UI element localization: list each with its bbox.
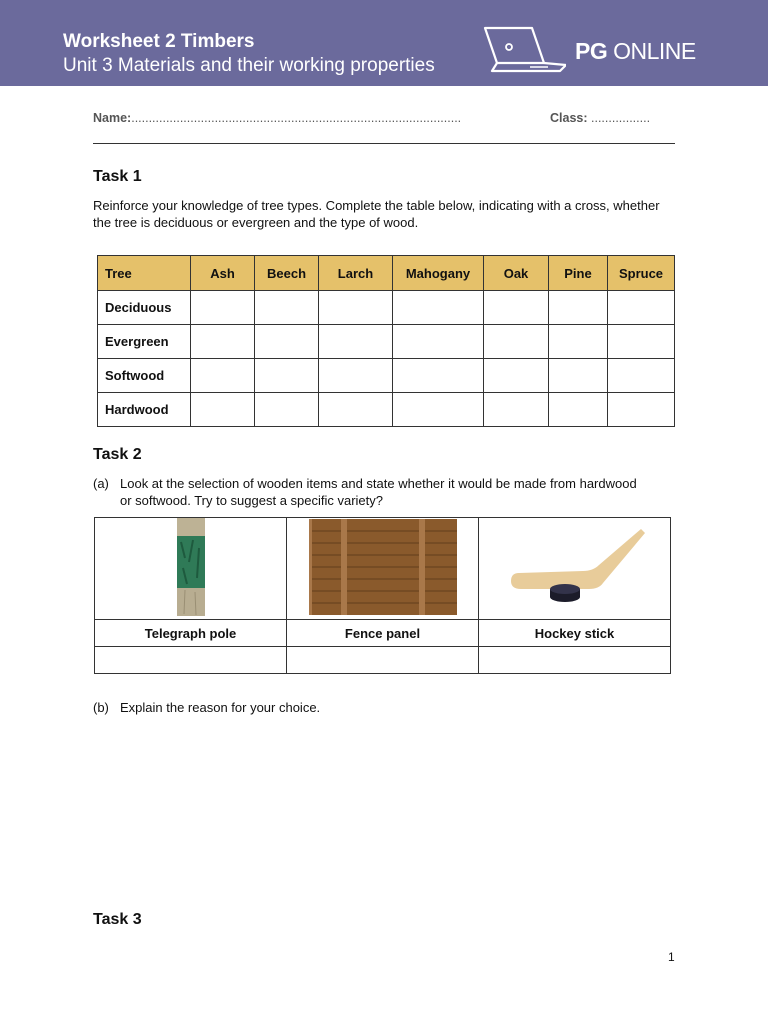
answer-cell[interactable] [549, 291, 608, 325]
worksheet-header [0, 0, 768, 86]
hockey-stick-image [479, 518, 671, 620]
item-caption-hockey-stick: Hockey stick [479, 620, 671, 647]
tree-types-table [97, 255, 675, 427]
name-class-row [93, 111, 675, 125]
task2-part-a [93, 475, 673, 511]
task1-instruction: Reinforce your knowledge of tree types. Complete the table below, indicating with a cross, whether the tree is deciduous or evergreen and the type of wood. [93, 198, 660, 230]
answer-cell[interactable] [608, 359, 675, 393]
item-caption-telegraph-pole: Telegraph pole [95, 620, 287, 647]
answer-cell[interactable] [319, 325, 393, 359]
wooden-items-table [94, 517, 671, 674]
row-label-hardwood: Hardwood [98, 393, 191, 427]
answer-cell[interactable] [608, 325, 675, 359]
table-header-spruce: Spruce [608, 256, 675, 291]
table-header-larch: Larch [319, 256, 393, 291]
task3-heading: Task 3 [93, 911, 142, 928]
table-header-oak: Oak [484, 256, 549, 291]
table-header-ash: Ash [191, 256, 255, 291]
answer-cell[interactable] [608, 291, 675, 325]
answer-cell[interactable] [608, 393, 675, 427]
answer-cell[interactable] [287, 647, 479, 674]
answer-cell[interactable] [319, 291, 393, 325]
fence-panel-image [287, 518, 479, 620]
answer-cell[interactable] [549, 359, 608, 393]
table-header-mahogany: Mahogany [393, 256, 484, 291]
part-a-text: Look at the selection of wooden items and state whether it would be made from hardwood or softwood. Try to suggest a specific variety? [120, 476, 637, 508]
answer-cell[interactable] [393, 291, 484, 325]
answer-cell[interactable] [484, 291, 549, 325]
table-header-tree: Tree [98, 256, 191, 291]
answer-cell[interactable] [191, 393, 255, 427]
name-label: Name: [93, 111, 132, 125]
answer-cell[interactable] [549, 325, 608, 359]
worksheet-subtitle: Unit 3 Materials and their working properties [63, 55, 435, 76]
answer-cell[interactable] [484, 325, 549, 359]
worksheet-title: Worksheet 2 Timbers [63, 31, 255, 52]
part-b-number: (b) [93, 700, 109, 715]
row-label-deciduous: Deciduous [98, 291, 191, 325]
part-a-number: (a) [93, 476, 109, 491]
table-header-pine: Pine [549, 256, 608, 291]
pg-online-logo: PG ONLINE [575, 38, 696, 64]
telegraph-pole-icon [171, 518, 211, 616]
fence-panel-icon [309, 519, 457, 615]
answer-cell[interactable] [95, 647, 287, 674]
answer-cell[interactable] [255, 393, 319, 427]
answer-cell[interactable] [191, 325, 255, 359]
page-number: 1 [668, 950, 675, 964]
part-b-text: Explain the reason for your choice. [120, 700, 321, 715]
task2-heading: Task 2 [93, 446, 142, 463]
answer-cell[interactable] [255, 359, 319, 393]
table-row [98, 393, 675, 427]
answer-cell[interactable] [484, 393, 549, 427]
answer-cell[interactable] [319, 359, 393, 393]
answer-cell[interactable] [393, 393, 484, 427]
table-row [98, 359, 675, 393]
answer-cell[interactable] [255, 291, 319, 325]
laptop-logo-icon [482, 25, 566, 77]
hockey-stick-icon [505, 527, 645, 607]
class-label: Class: [550, 111, 588, 125]
table-row [98, 291, 675, 325]
answer-cell[interactable] [549, 393, 608, 427]
divider [93, 143, 675, 144]
answer-cell[interactable] [191, 291, 255, 325]
table-row [98, 325, 675, 359]
row-label-evergreen: Evergreen [98, 325, 191, 359]
answer-cell[interactable] [479, 647, 671, 674]
answer-cell[interactable] [484, 359, 549, 393]
task1-heading: Task 1 [93, 168, 142, 185]
class-field[interactable]: ................. [587, 111, 651, 125]
answer-cell[interactable] [319, 393, 393, 427]
task2-part-b [93, 699, 673, 717]
row-label-softwood: Softwood [98, 359, 191, 393]
name-field[interactable]: ............................................................................................... [131, 111, 462, 125]
answer-cell[interactable] [191, 359, 255, 393]
answer-cell[interactable] [393, 359, 484, 393]
table-header-beech: Beech [255, 256, 319, 291]
answer-cell[interactable] [393, 325, 484, 359]
answer-cell[interactable] [255, 325, 319, 359]
telegraph-pole-image [95, 518, 287, 620]
item-caption-fence-panel: Fence panel [287, 620, 479, 647]
